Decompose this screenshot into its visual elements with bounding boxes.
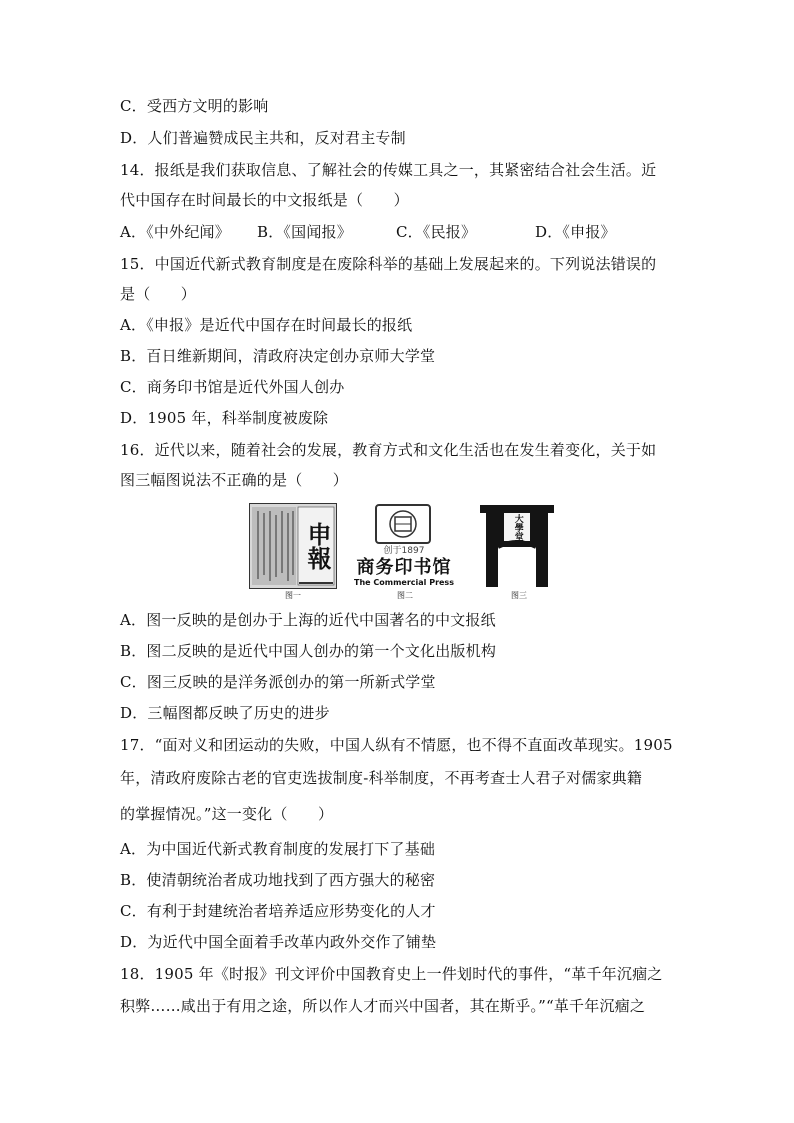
q16-option-d: D．三幅图都反映了历史的进步 — [120, 704, 330, 722]
q15-option-b: B．百日维新期间，清政府决定创办京师大学堂 — [120, 347, 436, 365]
q17-option-b: B．使清朝统治者成功地找到了西方强大的秘密 — [120, 871, 436, 889]
q14-options — [120, 222, 680, 242]
q17-stem-line-3: 的掌握情况。”这一变化（ ） — [120, 805, 334, 823]
q16-stem-line-2: 图三幅图说法不正确的是（ ） — [120, 471, 349, 489]
figure-1-shenbao-newspaper — [249, 503, 337, 603]
fig1-masthead: 申報 — [303, 522, 332, 570]
q18-stem-line-2: 积弊……咸出于有用之途，所以作人才而兴中国者，其在斯乎。”“革千年沉痼之 — [120, 997, 646, 1015]
q17-option-a: A．为中国近代新式教育制度的发展打下了基础 — [120, 840, 436, 858]
fig2-founded-label: 创于1897 — [383, 546, 425, 556]
q15-option-a: A．《申报》是近代中国存在时间最长的报纸 — [120, 316, 413, 334]
q15-option-d: D．1905 年，科举制度被废除 — [120, 409, 329, 427]
figure-2-commercial-press — [352, 503, 456, 603]
q14-option-b: B．《国闻报》 — [257, 223, 352, 241]
q14-option-a: A．《中外纪闻》 — [120, 223, 230, 241]
q17-option-c: C．有利于封建统治者培养适应形势变化的人才 — [120, 902, 436, 920]
q16-option-a: A．图一反映的是创办于上海的近代中国著名的中文报纸 — [120, 611, 496, 629]
q16-option-b: B．图二反映的是近代中国人创办的第一个文化出版机构 — [120, 642, 497, 660]
q13-option-c: C．受西方文明的影响 — [120, 97, 269, 115]
q14-option-d: D．《申报》 — [535, 223, 616, 241]
q13-option-d: D．人们普遍赞成民主共和，反对君主专制 — [120, 129, 406, 147]
q17-stem-line-2: 年，清政府废除古老的官吏选拔制度-科举制度，不再考查士人君子对儒家典籍 — [120, 769, 643, 787]
fig3-plaque-text: 大學堂 — [512, 513, 523, 541]
q14-stem-line-1: 14．报纸是我们获取信息、了解社会的传媒工具之一，其紧密结合社会生活。近 — [120, 161, 657, 179]
fig2-english-name: The Commercial Press — [354, 578, 454, 587]
q15-stem-line-2: 是（ ） — [120, 285, 197, 303]
q14-stem-line-2: 代中国存在时间最长的中文报纸是（ ） — [120, 191, 409, 209]
q17-stem-line-1: 17．“面对义和团运动的失败，中国人纵有不情愿，也不得不直面改革现实。1905 — [120, 736, 673, 754]
fig2-caption: 图二 — [397, 591, 413, 600]
q17-option-d: D．为近代中国全面着手改革内政外交作了铺垫 — [120, 933, 437, 951]
q16-option-c: C．图三反映的是洋务派创办的第一所新式学堂 — [120, 673, 436, 691]
fig2-chinese-name: 商务印书馆 — [356, 557, 452, 578]
figure-3-imperial-university-gate — [478, 503, 556, 603]
q14-option-c: C．《民报》 — [396, 223, 477, 241]
q18-stem-line-1: 18．1905 年《时报》刊文评价中国教育史上一件划时代的事件，“革千年沉痼之 — [120, 965, 663, 983]
fig1-caption: 图一 — [285, 591, 301, 600]
fig3-caption: 图三 — [511, 591, 527, 600]
q16-stem-line-1: 16．近代以来，随着社会的发展，教育方式和文化生活也在发生着变化，关于如 — [120, 441, 657, 459]
q15-stem-line-1: 15．中国近代新式教育制度是在废除科举的基础上发展起来的。下列说法错误的 — [120, 255, 657, 273]
q15-option-c: C．商务印书馆是近代外国人创办 — [120, 378, 345, 396]
